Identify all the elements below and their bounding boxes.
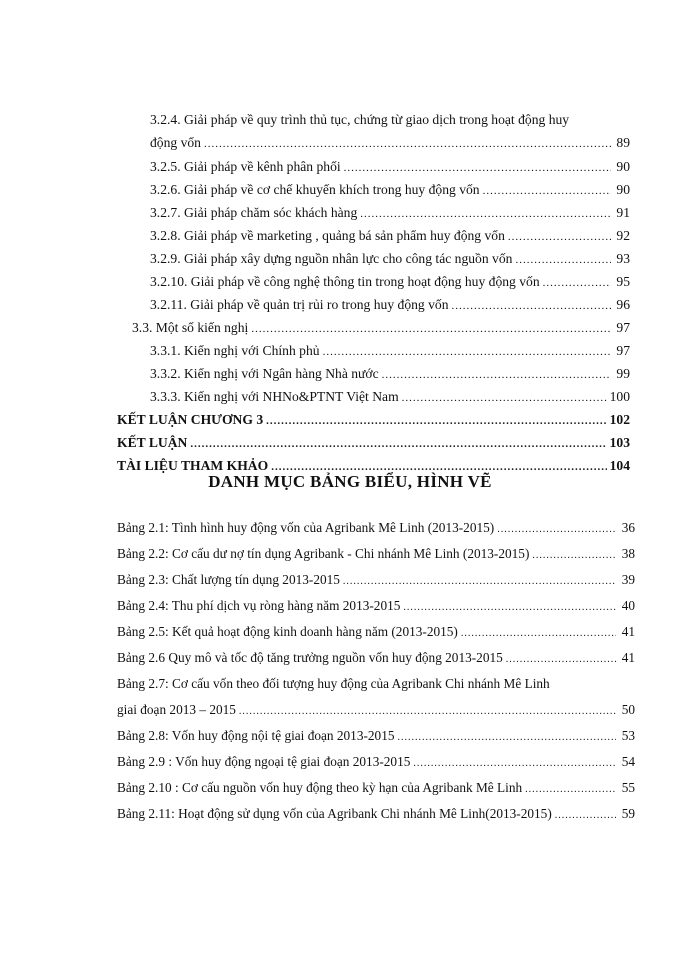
toc-entry-3-2-6[interactable]: 3.2.6. Giải pháp về cơ chế khuyến khích trong huy động vốn ..... 90: [150, 180, 630, 201]
toc-entry-3-2-5[interactable]: 3.2.5. Giải pháp về kênh phân phối ..... 90: [150, 157, 630, 178]
table-entry-2-8[interactable]: Bảng 2.8: Vốn huy động nội tệ giai đoạn 2013-2015 ..... 53: [117, 726, 635, 748]
toc-entry-3-2-11[interactable]: 3.2.11. Giải pháp về quản trị rủi ro trong huy động vốn ..... 96: [150, 295, 630, 316]
table-entry-2-4[interactable]: Bảng 2.4: Thu phí dịch vụ ròng hàng năm 2013-2015 ..... 40: [117, 596, 635, 618]
table-entry-2-2[interactable]: Bảng 2.2: Cơ cấu dư nợ tín dụng Agribank - Chi nhánh Mê Linh (2013-2015) ..... 38: [117, 544, 635, 566]
toc-entry-conclusion[interactable]: KẾT LUẬN ..... 103: [117, 433, 630, 454]
table-entry-2-10[interactable]: Bảng 2.10 : Cơ cấu nguồn vốn huy động theo kỳ hạn của Agribank Mê Linh ..... 55: [117, 778, 635, 800]
toc-entry-3-3-3[interactable]: 3.3.3. Kiến nghị với NHNo&PTNT Việt Nam ..... 100: [150, 387, 630, 408]
table-entry-2-9[interactable]: Bảng 2.9 : Vốn huy động ngoại tệ giai đoạn 2013-2015 ..... 54: [117, 752, 635, 774]
toc-entry-3-2-8[interactable]: 3.2.8. Giải pháp về marketing , quảng bá sản phẩm huy động vốn ..... 92: [150, 226, 630, 247]
toc-entry-3-2-4-line2[interactable]: động vốn ..... 89: [150, 133, 630, 154]
table-entry-2-1[interactable]: Bảng 2.1: Tình hình huy động vốn của Agribank Mê Linh (2013-2015) ..... 36: [117, 518, 635, 540]
toc-entry-3-2-9[interactable]: 3.2.9. Giải pháp xây dựng nguồn nhân lực cho công tác nguồn vốn ..... 93: [150, 249, 630, 270]
table-entry-2-3[interactable]: Bảng 2.3: Chất lượng tín dụng 2013-2015 ..... 39: [117, 570, 635, 592]
table-entry-2-7-line2[interactable]: giai đoạn 2013 – 2015 ..... 50: [117, 700, 635, 722]
table-entry-2-6[interactable]: Bảng 2.6 Quy mô và tốc độ tăng trưởng nguồn vốn huy động 2013-2015 ..... 41: [117, 648, 635, 670]
toc-entry-3-3[interactable]: 3.3. Một số kiến nghị ..... 97: [132, 318, 630, 339]
toc-entry-3-2-10[interactable]: 3.2.10. Giải pháp về công nghệ thông tin trong hoạt động huy động vốn ..... 95: [150, 272, 630, 293]
toc-entry-3-2-4-line1: 3.2.4. Giải pháp về quy trình thủ tục, chứng từ giao dịch trong hoạt động huy: [150, 112, 570, 127]
toc-entry-references[interactable]: TÀI LIỆU THAM KHẢO ..... 104: [117, 456, 630, 477]
table-entry-2-7-line1: Bảng 2.7: Cơ cấu vốn theo đối tượng huy động của Agribank Chi nhánh Mê Linh: [117, 676, 550, 691]
table-entry-2-5[interactable]: Bảng 2.5: Kết quả hoạt động kinh doanh hàng năm (2013-2015) ..... 41: [117, 622, 635, 644]
list-of-tables-heading: DANH MỤC BẢNG BIỂU, HÌNH VẼ: [208, 472, 492, 491]
toc-entry-3-3-2[interactable]: 3.3.2. Kiến nghị với Ngân hàng Nhà nước ..... 99: [150, 364, 630, 385]
toc-entry-3-2-7[interactable]: 3.2.7. Giải pháp chăm sóc khách hàng ..... 91: [150, 203, 630, 224]
table-entry-2-11[interactable]: Bảng 2.11: Hoạt động sử dụng vốn của Agribank Chi nhánh Mê Linh(2013-2015) ..... 59: [117, 804, 635, 826]
toc-entry-3-3-1[interactable]: 3.3.1. Kiến nghị với Chính phủ ..... 97: [150, 341, 630, 362]
toc-entry-chapter3-conclusion[interactable]: KẾT LUẬN CHƯƠNG 3 ..... 102: [117, 410, 630, 431]
